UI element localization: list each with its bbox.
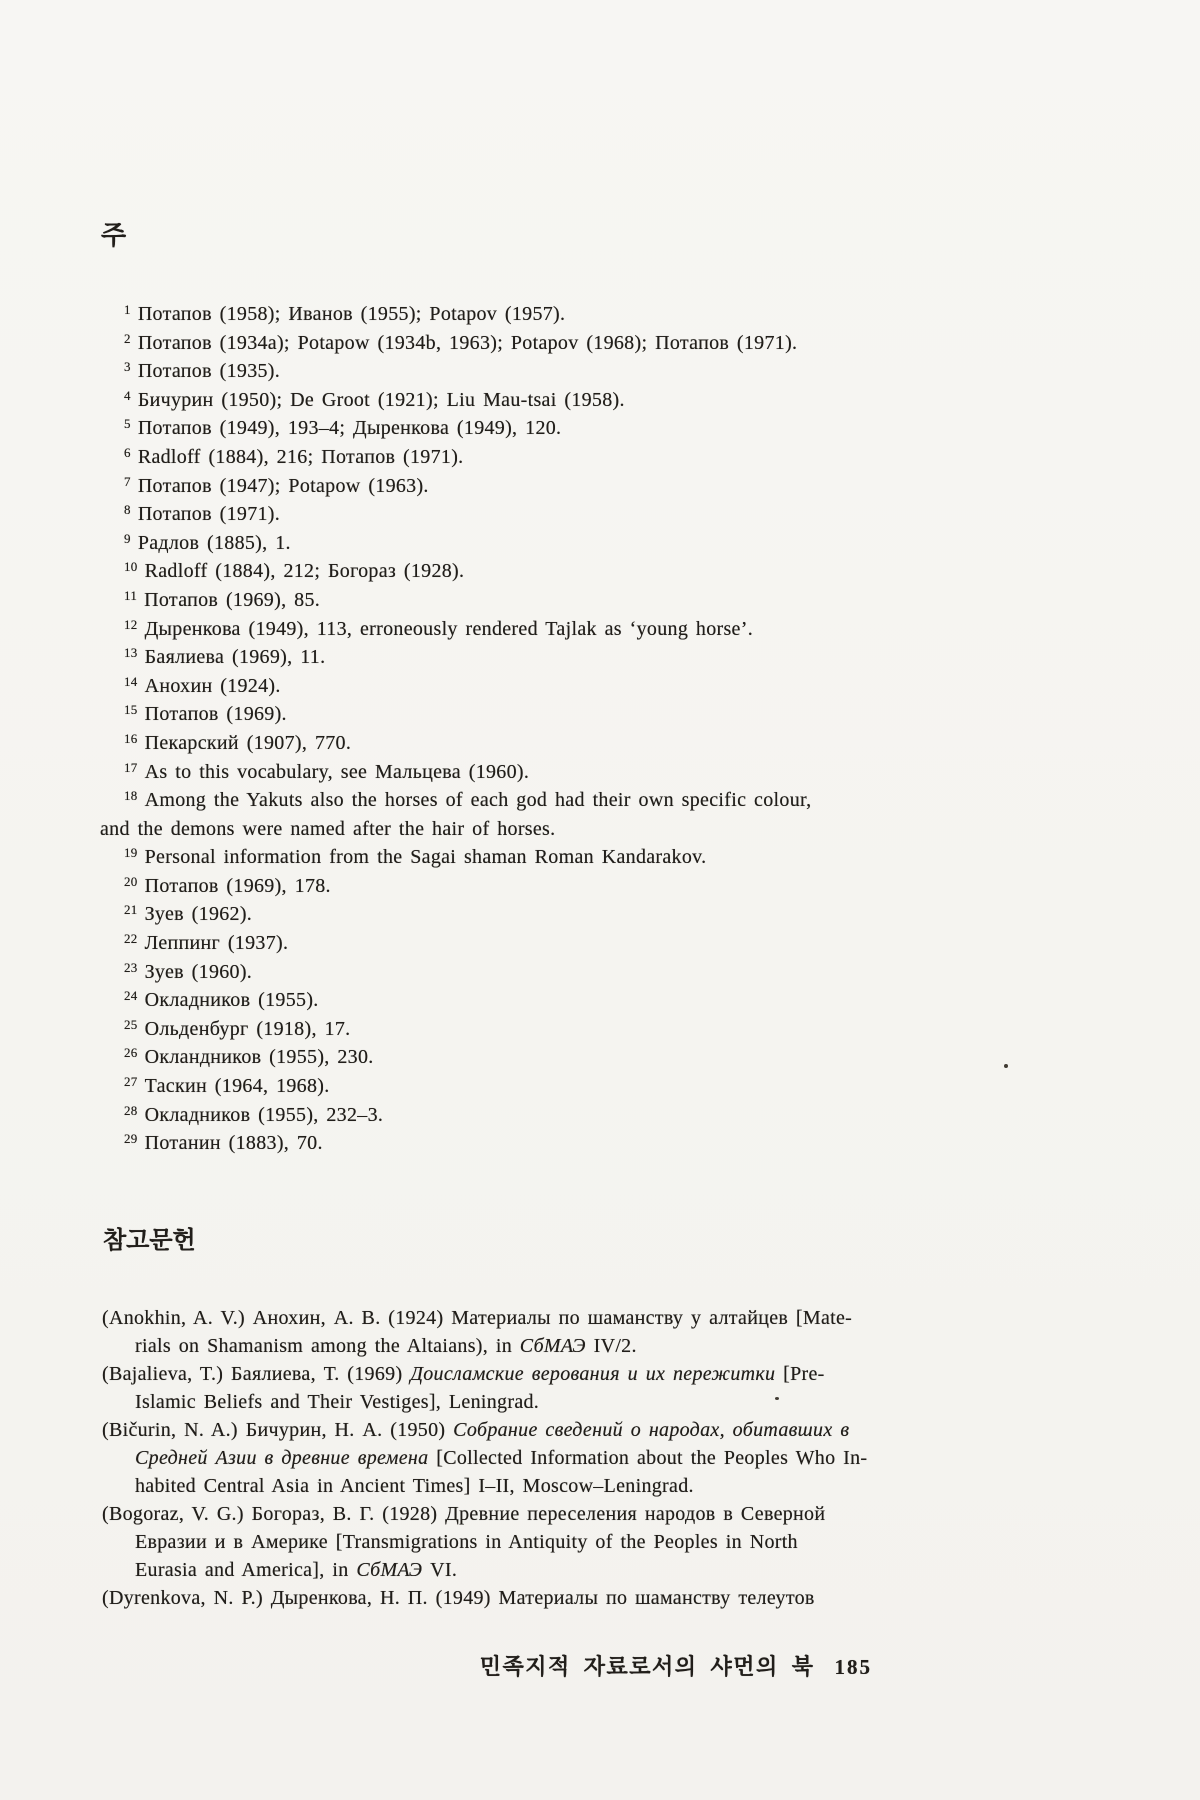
footnote-item [100, 729, 1080, 758]
footnote-item [100, 1072, 1080, 1101]
footnote-number: 21 [124, 902, 138, 918]
footnote-item [100, 1101, 1080, 1130]
references-list [102, 1304, 1102, 1612]
footnote-item [100, 329, 1080, 358]
footnote-number: 1 [124, 302, 131, 317]
footnote-item [100, 557, 1080, 586]
reference-entry [102, 1500, 1102, 1584]
notes-heading: 주 [101, 221, 127, 250]
reference-line: (Dyrenkova, N. P.) Дыренкова, Н. П. (1949) Материалы по шаманству телеутов [102, 1587, 815, 1609]
footnote-number: 15 [124, 702, 138, 718]
footnote-item [100, 900, 1080, 929]
footnote-line: $^{29}$ Потанин (1883), 70. [124, 1131, 323, 1155]
footnote-item [100, 1129, 1080, 1158]
footnote-line: $^{26}$ Окландников (1955), 230. [124, 1045, 374, 1069]
footnote-number: 13 [124, 645, 138, 661]
footnote-line: $^{24}$ Окладников (1955). [124, 988, 319, 1012]
footnote-number: 28 [124, 1102, 138, 1118]
reference-entry [102, 1304, 1102, 1360]
scan-speck [1004, 1064, 1008, 1068]
scan-speck [775, 1397, 779, 1400]
footnote-number: 23 [124, 959, 138, 975]
footnote-item [100, 615, 1080, 644]
footnote-line: $^{19}$ Personal information from the Sagai shaman Roman Kandarakov. [124, 845, 707, 869]
footnote-item [100, 786, 1080, 843]
footnote-line: and the demons were named after the hair of horses. [100, 817, 556, 840]
reference-line: (Bogoraz, V. G.) Богораз, В. Г. (1928) Древние переселения народов в Северной [102, 1503, 826, 1525]
footnote-line: $^{18}$ Among the Yakuts also the horses of each god had their own specific colour, [124, 788, 812, 812]
footnote-line: $^{28}$ Окладников (1955), 232–3. [124, 1102, 384, 1126]
footnote-item [100, 872, 1080, 901]
footnote-number: 18 [124, 788, 138, 804]
footnote-number: 4 [124, 387, 131, 403]
footnote-item [100, 986, 1080, 1015]
reference-line: (Bičurin, N. A.) Бичурин, Н. А. (1950) Собрание сведений о народах, обитавших в [102, 1419, 850, 1441]
footnote-line: $^8$ Потапов (1971). [124, 502, 281, 526]
footnote-number: 17 [124, 759, 138, 775]
footnote-item [100, 414, 1080, 443]
footnote-line: $^7$ Потапов (1947); Potapow (1963). [124, 473, 429, 497]
reference-entry [102, 1360, 1102, 1416]
footnote-number: 25 [124, 1016, 138, 1032]
footnote-item [100, 472, 1080, 501]
footnote-number: 9 [124, 530, 131, 546]
footnote-line: $^{27}$ Таскин (1964, 1968). [124, 1074, 330, 1098]
footnote-number: 22 [124, 931, 138, 947]
footnote-line: $^5$ Потапов (1949), 193–4; Дыренкова (1949), 120. [124, 416, 562, 440]
footnote-line: $^{20}$ Потапов (1969), 178. [124, 873, 331, 897]
footnote-number: 7 [124, 473, 131, 489]
footnote-number: 27 [124, 1074, 138, 1090]
footnote-line: $^{25}$ Ольденбург (1918), 17. [124, 1016, 351, 1040]
footnote-line: $^6$ Radloff (1884), 216; Потапов (1971). [124, 444, 464, 468]
footnote-number: 6 [124, 444, 131, 460]
reference-line: (Bajalieva, T.) Баялиева, Т. (1969) Доисламские верования и их пережитки [Pre- [102, 1363, 825, 1385]
footnote-item [100, 386, 1080, 415]
footnote-item [100, 300, 1080, 329]
footnote-line: $^1$ Потапов (1958); Иванов (1955); Potapov (1957). [124, 302, 566, 325]
footnote-number: 16 [124, 730, 138, 746]
footnote-number: 2 [124, 330, 131, 346]
footnote-item [100, 443, 1080, 472]
footnote-number: 11 [124, 587, 138, 603]
footnote-number: 12 [124, 616, 138, 632]
reference-line: (Anokhin, A. V.) Анохин, А. В. (1924) Материалы по шаманству у алтайцев [Mate- [102, 1307, 853, 1329]
footnote-item [100, 958, 1080, 987]
footnote-number: 29 [124, 1131, 138, 1147]
reference-entry [102, 1416, 1102, 1500]
footnote-line: $^{23}$ Зуев (1960). [124, 959, 253, 983]
reference-entry [102, 1584, 1102, 1612]
footnote-line: $^{15}$ Потапов (1969). [124, 702, 287, 726]
reference-line: Евразии и в Америке [Transmigrations in Antiquity of the Peoples in North [135, 1531, 798, 1553]
footnote-line: $^{21}$ Зуев (1962). [124, 902, 253, 926]
footnote-item [100, 672, 1080, 701]
page-number: 185 [834, 1655, 872, 1679]
footnotes-list [100, 300, 1080, 1158]
footnote-line: $^{13}$ Баялиева (1969), 11. [124, 645, 326, 669]
footnote-item [100, 357, 1080, 386]
footnote-line: $^{14}$ Анохин (1924). [124, 673, 281, 697]
italic-title: Средней Азии в древние времена [135, 1447, 429, 1469]
footnote-number: 14 [124, 673, 138, 689]
italic-title: Доисламские верования и их пережитки [410, 1363, 776, 1385]
footnote-number: 26 [124, 1045, 138, 1061]
footnote-number: 19 [124, 845, 138, 861]
footnote-item [100, 1043, 1080, 1072]
footnote-line: $^{17}$ As to this vocabulary, see Мальцева (1960). [124, 759, 530, 783]
italic-title: СбМАЭ [356, 1559, 423, 1581]
footnote-number: 24 [124, 988, 138, 1004]
footnote-item [100, 758, 1080, 787]
footnote-number: 3 [124, 359, 131, 375]
footnote-number: 5 [124, 416, 131, 432]
footnote-item [100, 1015, 1080, 1044]
footnote-line: $^{12}$ Дыренкова (1949), 113, erroneously rendered Tajlak as ‘young horse’. [124, 616, 753, 640]
footnote-line: $^{16}$ Пекарский (1907), 770. [124, 730, 352, 754]
footnote-line: $^{11}$ Потапов (1969), 85. [124, 587, 321, 611]
footnote-number: 10 [124, 559, 138, 575]
running-title: 민족지적 자료로서의 샤먼의 북 [479, 1654, 815, 1679]
footnote-item [100, 929, 1080, 958]
footnote-item [100, 500, 1080, 529]
footnote-line: $^4$ Бичурин (1950); De Groot (1921); Liu Mau-tsai (1958). [124, 387, 625, 411]
reference-line: Средней Азии в древние времена [Collected Information about the Peoples Who In- [135, 1447, 868, 1469]
reference-line: Islamic Beliefs and Their Vestiges], Leningrad. [135, 1391, 540, 1413]
references-heading: 참고문헌 [103, 1228, 196, 1254]
footnote-number: 8 [124, 502, 131, 518]
footnote-line: $^2$ Потапов (1934a); Potapow (1934b, 1963); Potapov (1968); Потапов (1971). [124, 330, 798, 354]
footnote-line: $^{22}$ Леппинг (1937). [124, 931, 289, 955]
footnote-item [100, 586, 1080, 615]
footnote-item [100, 529, 1080, 558]
footnote-line: $^9$ Радлов (1885), 1. [124, 530, 291, 554]
footnote-item [100, 643, 1080, 672]
reference-line: Eurasia and America], in СбМАЭ VI. [135, 1559, 458, 1581]
footnote-number: 20 [124, 873, 138, 889]
page-footer [0, 1650, 872, 1684]
footnote-item [100, 843, 1080, 872]
italic-title: СбМАЭ [519, 1335, 586, 1357]
footnote-item [100, 700, 1080, 729]
footnote-line: $^{10}$ Radloff (1884), 212; Богораз (1928). [124, 559, 465, 583]
footnote-line: $^3$ Потапов (1935). [124, 359, 281, 383]
reference-line: habited Central Asia in Ancient Times] I–II, Moscow–Leningrad. [135, 1475, 694, 1497]
italic-title: Собрание сведений о народах, обитавших в [453, 1419, 850, 1441]
reference-line: rials on Shamanism among the Altaians), in СбМАЭ IV/2. [135, 1335, 637, 1357]
